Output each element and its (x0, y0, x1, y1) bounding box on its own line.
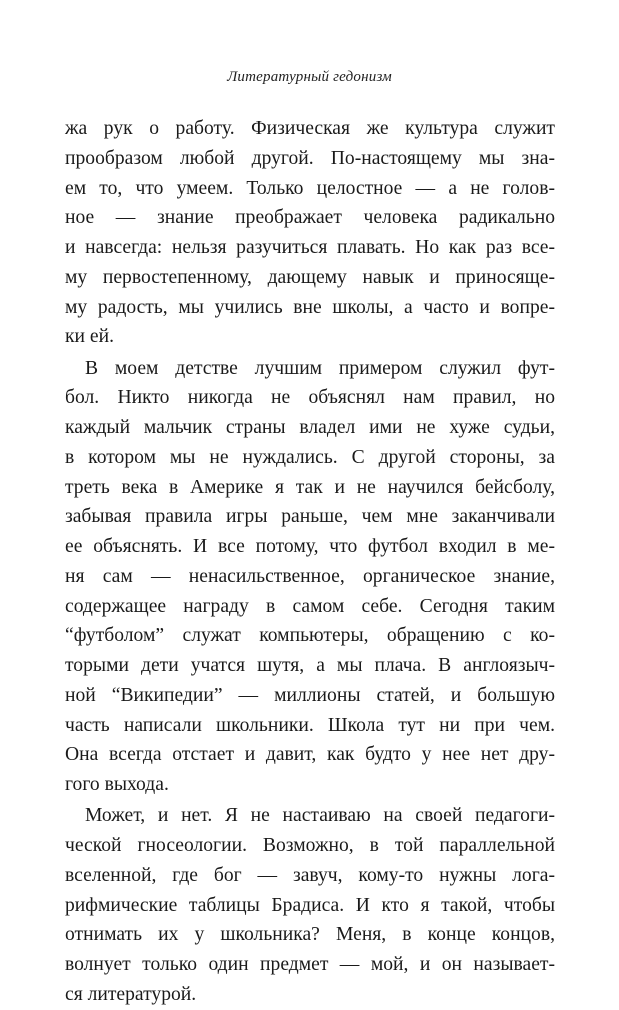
text-line: вселенной, где бог — завуч, кому-то нужны лога- (65, 864, 555, 886)
text-line: ем то, что умеем. Только целостное — а не голов- (65, 177, 555, 199)
paragraph-2 (65, 354, 555, 800)
text-line: гого выхода. (65, 774, 169, 795)
text-line: ное — знание преображает человека радикально (65, 207, 555, 229)
text-line: забывая правила игры раньше, чем мне заканчивали (65, 506, 555, 528)
text-line: ной “Википедии” — миллионы статей, и большую (65, 684, 555, 706)
text-line: ее объяснять. И все потому, что футбол входил в ме- (65, 536, 555, 557)
text-line: ся литературой. (65, 983, 197, 1005)
text-line: Она всегда отстает и давит, как будто у нее нет дру- (65, 744, 555, 766)
running-head: Литературный гедонизм (227, 69, 392, 85)
text-line: в котором мы не нуждались. С другой стороны, за (65, 446, 555, 468)
text-line: му первостепенному, дающему навык и приносяще- (65, 266, 555, 288)
paragraph-1 (65, 114, 555, 352)
text-line: и навсегда: нельзя разучиться плавать. Но как раз все- (65, 237, 555, 258)
text-line: В моем детстве лучшим примером служил фут- (85, 357, 555, 379)
text-line: содержащее награду в самом себе. Сегодня таким (65, 595, 555, 617)
text-line: ня сам — ненасильственное, органическое знание, (65, 565, 555, 587)
text-line: торыми дети учатся шутя, а мы плача. В англоязыч- (65, 655, 555, 676)
body-text (65, 114, 555, 1010)
text-line: “футболом” служат компьютеры, обращению с ко- (65, 625, 555, 647)
text-line: ческой гносеологии. Возможно, в той параллельной (65, 835, 555, 856)
text-line: каждый мальчик страны владел ими не хуже судьи, (65, 417, 555, 438)
text-line: ки ей. (65, 326, 114, 348)
text-line: рифмические таблицы Брадиса. И кто я такой, чтобы (65, 894, 555, 916)
text-line: волнует только один предмет — мой, и он называет- (65, 954, 555, 975)
text-line: бол. Никто никогда не объяснял нам правил, но (65, 387, 555, 409)
text-line: часть написали школьники. Школа тут ни при чем. (65, 714, 555, 736)
text-line: прообразом любой другой. По-настоящему мы зна- (65, 147, 555, 169)
text-line: жа рук о работу. Физическая же культура служит (65, 118, 555, 139)
paragraph-3 (65, 801, 555, 1009)
text-line: Может, и нет. Я не настаиваю на своей педагоги- (85, 805, 555, 827)
text-line: треть века в Америке я так и не научился бейсболу, (65, 476, 555, 498)
text-line: му радость, мы учились вне школы, а часто и вопре- (65, 296, 555, 318)
text-line: отнимать их у школьника? Меня, в конце концов, (65, 924, 555, 946)
